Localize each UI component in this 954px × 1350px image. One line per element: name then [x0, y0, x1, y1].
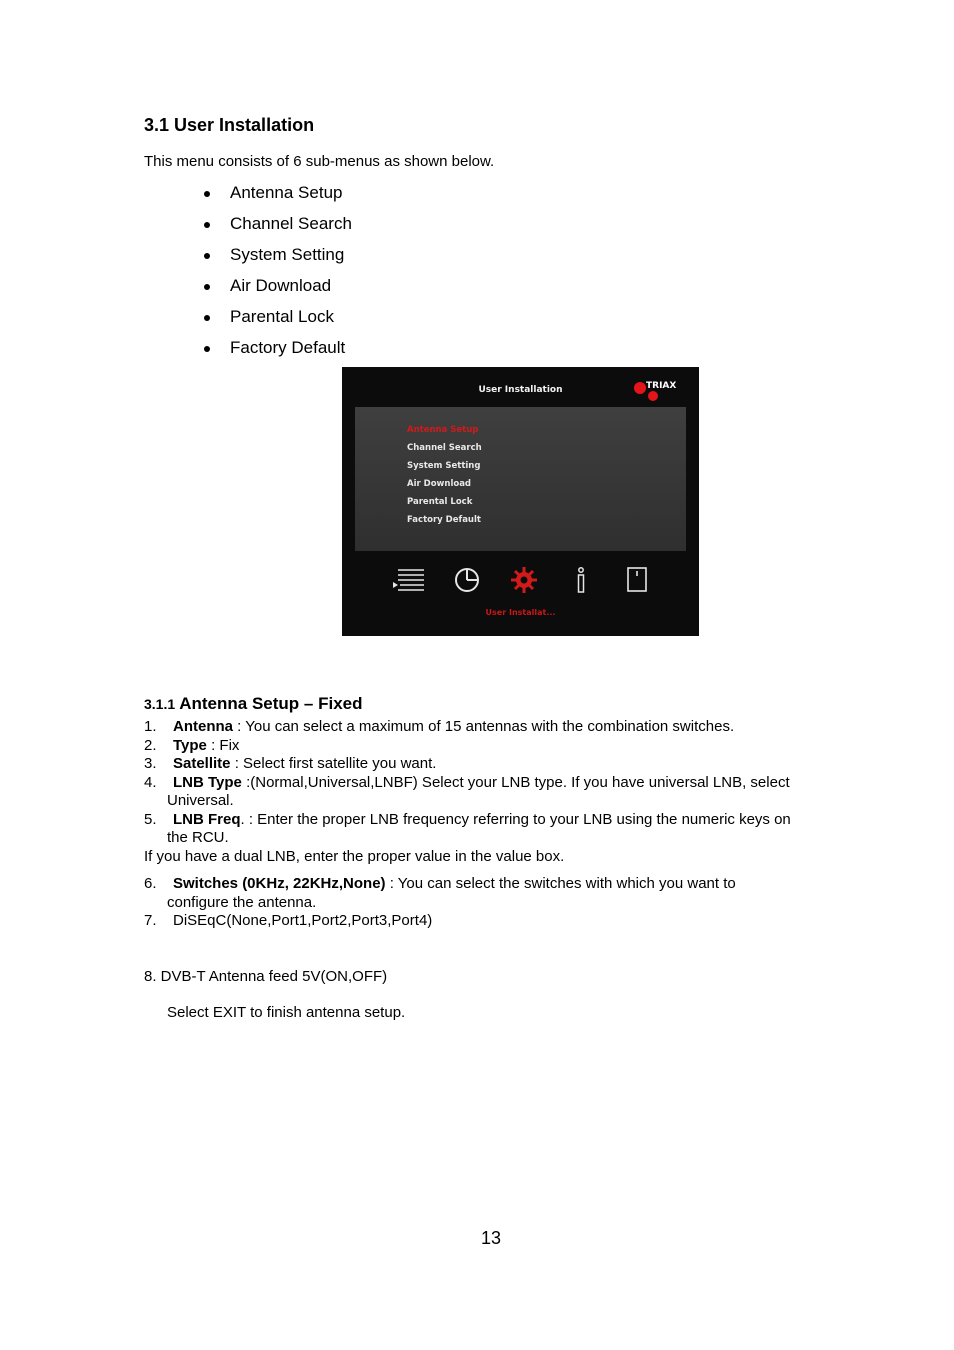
tv-icon-bar [342, 565, 699, 597]
list-item: 1. Antenna : You can select a maximum of 15 antennas with the combination switches. [144, 718, 735, 735]
triax-logo: TRIAX [634, 379, 682, 403]
antenna-setup-list [144, 718, 844, 866]
list-item: 5. LNB Freq. : Enter the proper LNB frequency referring to your LNB using the numeric keys on [144, 810, 791, 828]
list-item: Factory Default [200, 336, 352, 367]
list-item: System Setting [200, 243, 352, 274]
tv-menu-item-channel-search: Channel Search [407, 443, 482, 453]
gear-icon [507, 565, 541, 595]
tv-menu-item-parental-lock: Parental Lock [407, 497, 473, 507]
list-item: 2. Type : Fix [144, 736, 240, 754]
submenu-list [200, 181, 352, 367]
list-item: Channel Search [200, 212, 352, 243]
bullet-icon [204, 284, 210, 290]
list-icon [393, 565, 427, 595]
list-item: 7. DiSEqC(None,Port1,Port2,Port3,Port4) [144, 912, 433, 929]
dual-lnb-note: If you have a dual LNB, enter the proper value in the value box. [144, 847, 565, 865]
tv-screen-title: User Installation [478, 385, 563, 395]
tv-menu-item-system-setting: System Setting [407, 461, 481, 471]
list-item-continuation: Universal. [167, 792, 234, 809]
bullet-icon [204, 346, 210, 352]
tv-menu-item-antenna-setup: Antenna Setup [407, 425, 479, 435]
list-item-continuation: the RCU. [167, 829, 229, 846]
dvbt-feed-item: 8. DVB-T Antenna feed 5V(ON,OFF) [144, 968, 388, 985]
antenna-setup-list-2 [144, 875, 844, 931]
tv-menu-list [407, 424, 482, 532]
tv-menu-screenshot [342, 367, 699, 636]
bullet-icon [204, 253, 210, 259]
tv-menu-panel [355, 407, 686, 551]
list-item: Air Download [200, 274, 352, 305]
subsection-title: 3.1.1 Antenna Setup – Fixed [144, 694, 363, 713]
list-item: 4. LNB Type :(Normal,Universal,LNBF) Select your LNB type. If you have universal LNB, select [144, 773, 790, 791]
bullet-icon [204, 222, 210, 228]
bullet-icon [204, 315, 210, 321]
list-item: 3. Satellite : Select first satellite you want. [144, 755, 437, 772]
list-item: 6. Switches (0KHz, 22KHz,None) : You can select the switches with which you want to [144, 875, 736, 892]
clock-icon [450, 565, 484, 595]
card-icon [620, 565, 654, 595]
intro-text: This menu consists of 6 sub-menus as shown below. [144, 153, 495, 170]
bullet-icon [204, 191, 210, 197]
tv-footer-label: User Installat... [485, 608, 556, 617]
list-item: Parental Lock [200, 305, 352, 336]
section-title: 3.1 User Installation [144, 115, 315, 135]
list-item-continuation: configure the antenna. [167, 893, 317, 911]
list-item: Antenna Setup [200, 181, 352, 212]
exit-note: Select EXIT to finish antenna setup. [167, 1004, 406, 1021]
tv-menu-item-factory-default: Factory Default [407, 515, 481, 525]
info-icon [564, 565, 598, 595]
page-number: 13 [480, 1228, 502, 1248]
tv-menu-item-air-download: Air Download [407, 479, 472, 489]
